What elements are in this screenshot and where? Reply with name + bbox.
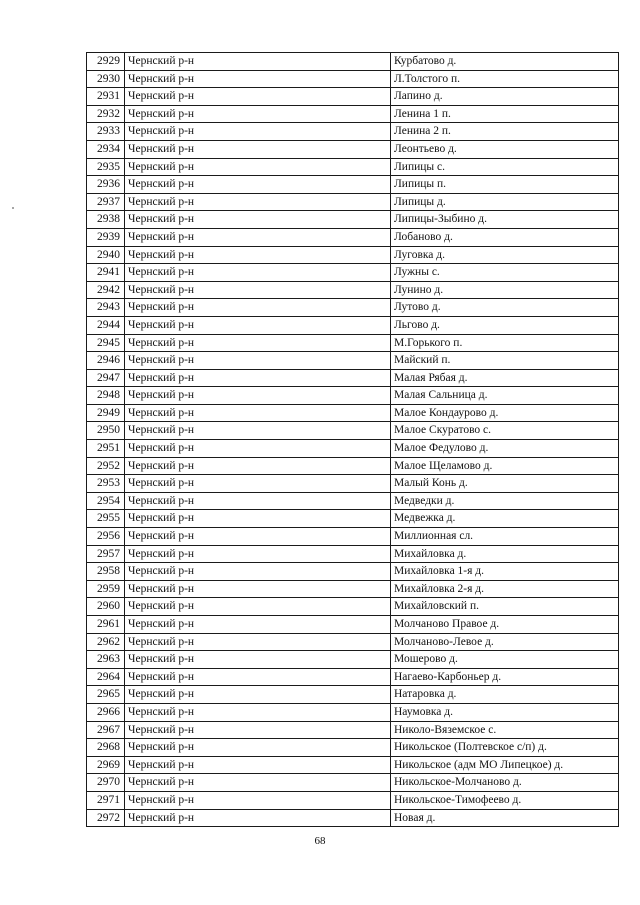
settlement-cell: Никольское (Полтевское с/п) д. [391, 739, 619, 757]
table-row [87, 492, 619, 510]
table-row [87, 809, 619, 827]
district-cell: Чернский р-н [125, 545, 391, 563]
district-cell: Чернский р-н [125, 281, 391, 299]
district-cell: Чернский р-н [125, 668, 391, 686]
row-number: 2939 [87, 228, 125, 246]
row-number: 2959 [87, 580, 125, 598]
district-cell: Чернский р-н [125, 756, 391, 774]
row-number: 2961 [87, 616, 125, 634]
page-number: 68 [314, 835, 326, 847]
settlement-cell: Курбатово д. [391, 53, 619, 71]
district-cell: Чернский р-н [125, 580, 391, 598]
table-row [87, 422, 619, 440]
settlement-cell: Леонтьево д. [391, 140, 619, 158]
district-cell: Чернский р-н [125, 686, 391, 704]
settlement-cell: Никольское (адм МО Липецкое) д. [391, 756, 619, 774]
district-cell: Чернский р-н [125, 264, 391, 282]
district-cell: Чернский р-н [125, 352, 391, 370]
district-cell: Чернский р-н [125, 703, 391, 721]
district-cell: Чернский р-н [125, 123, 391, 141]
table-row [87, 211, 619, 229]
settlement-cell: Ленина 2 п. [391, 123, 619, 141]
district-cell: Чернский р-н [125, 440, 391, 458]
district-cell: Чернский р-н [125, 53, 391, 71]
table-row [87, 545, 619, 563]
district-cell: Чернский р-н [125, 633, 391, 651]
table-row [87, 334, 619, 352]
district-cell: Чернский р-н [125, 721, 391, 739]
row-number: 2936 [87, 176, 125, 194]
table-row [87, 739, 619, 757]
row-number: 2966 [87, 703, 125, 721]
row-number: 2962 [87, 633, 125, 651]
settlement-cell: Малое Кондаурово д. [391, 404, 619, 422]
row-number: 2943 [87, 299, 125, 317]
table-row [87, 580, 619, 598]
scan-speck [12, 207, 14, 209]
table-row [87, 193, 619, 211]
row-number: 2932 [87, 105, 125, 123]
table-row [87, 510, 619, 528]
settlement-cell: Молчаново-Левое д. [391, 633, 619, 651]
row-number: 2964 [87, 668, 125, 686]
settlement-cell: Мошерово д. [391, 651, 619, 669]
table-row [87, 721, 619, 739]
settlement-cell: Михайловка 1-я д. [391, 563, 619, 581]
district-cell: Чернский р-н [125, 774, 391, 792]
table-row [87, 352, 619, 370]
district-cell: Чернский р-н [125, 598, 391, 616]
settlement-cell: Михайловка 2-я д. [391, 580, 619, 598]
district-cell: Чернский р-н [125, 528, 391, 546]
district-cell: Чернский р-н [125, 387, 391, 405]
table-row [87, 264, 619, 282]
table-row [87, 316, 619, 334]
row-number: 2960 [87, 598, 125, 616]
settlement-cell: Липицы с. [391, 158, 619, 176]
settlement-cell: Липицы д. [391, 193, 619, 211]
settlement-table [86, 52, 619, 827]
table-row [87, 176, 619, 194]
district-cell: Чернский р-н [125, 105, 391, 123]
row-number: 2950 [87, 422, 125, 440]
row-number: 2965 [87, 686, 125, 704]
settlement-table-body [87, 53, 619, 827]
row-number: 2970 [87, 774, 125, 792]
row-number: 2967 [87, 721, 125, 739]
settlement-cell: Никольское-Тимофеево д. [391, 791, 619, 809]
table-row [87, 281, 619, 299]
table-row [87, 686, 619, 704]
table-row [87, 228, 619, 246]
row-number: 2931 [87, 88, 125, 106]
row-number: 2945 [87, 334, 125, 352]
district-cell: Чернский р-н [125, 616, 391, 634]
table-row [87, 475, 619, 493]
district-cell: Чернский р-н [125, 651, 391, 669]
settlement-cell: Нагаево-Карбоньер д. [391, 668, 619, 686]
table-row [87, 299, 619, 317]
table-row [87, 703, 619, 721]
row-number: 2958 [87, 563, 125, 581]
settlement-cell: Никольское-Молчаново д. [391, 774, 619, 792]
table-row [87, 158, 619, 176]
settlement-cell: Липицы-Зыбино д. [391, 211, 619, 229]
row-number: 2935 [87, 158, 125, 176]
table-row [87, 651, 619, 669]
row-number: 2953 [87, 475, 125, 493]
settlement-cell: Лужны с. [391, 264, 619, 282]
district-cell: Чернский р-н [125, 176, 391, 194]
row-number: 2942 [87, 281, 125, 299]
district-cell: Чернский р-н [125, 211, 391, 229]
row-number: 2955 [87, 510, 125, 528]
row-number: 2963 [87, 651, 125, 669]
table-row [87, 756, 619, 774]
table-row [87, 598, 619, 616]
settlement-cell: Молчаново Правое д. [391, 616, 619, 634]
district-cell: Чернский р-н [125, 88, 391, 106]
settlement-cell: Натаровка д. [391, 686, 619, 704]
district-cell: Чернский р-н [125, 70, 391, 88]
row-number: 2947 [87, 369, 125, 387]
settlement-cell: Лапино д. [391, 88, 619, 106]
district-cell: Чернский р-н [125, 809, 391, 827]
district-cell: Чернский р-н [125, 475, 391, 493]
settlement-cell: Лутово д. [391, 299, 619, 317]
row-number: 2951 [87, 440, 125, 458]
settlement-cell: Малое Скуратово с. [391, 422, 619, 440]
table-row [87, 88, 619, 106]
row-number: 2933 [87, 123, 125, 141]
settlement-cell: Малая Рябая д. [391, 369, 619, 387]
district-cell: Чернский р-н [125, 193, 391, 211]
settlement-cell: Михайловка д. [391, 545, 619, 563]
table-row [87, 457, 619, 475]
table-row [87, 404, 619, 422]
table-row [87, 563, 619, 581]
district-cell: Чернский р-н [125, 369, 391, 387]
row-number: 2941 [87, 264, 125, 282]
district-cell: Чернский р-н [125, 334, 391, 352]
district-cell: Чернский р-н [125, 457, 391, 475]
table-row [87, 140, 619, 158]
settlement-cell: Л.Толстого п. [391, 70, 619, 88]
district-cell: Чернский р-н [125, 316, 391, 334]
district-cell: Чернский р-н [125, 299, 391, 317]
table-row [87, 369, 619, 387]
row-number: 2929 [87, 53, 125, 71]
table-row [87, 387, 619, 405]
settlement-cell: Новая д. [391, 809, 619, 827]
row-number: 2948 [87, 387, 125, 405]
settlement-cell: М.Горького п. [391, 334, 619, 352]
row-number: 2946 [87, 352, 125, 370]
district-cell: Чернский р-н [125, 404, 391, 422]
table-row [87, 774, 619, 792]
settlement-cell: Липицы п. [391, 176, 619, 194]
settlement-cell: Малое Щеламово д. [391, 457, 619, 475]
table-row [87, 528, 619, 546]
settlement-cell: Луговка д. [391, 246, 619, 264]
row-number: 2972 [87, 809, 125, 827]
row-number: 2944 [87, 316, 125, 334]
row-number: 2957 [87, 545, 125, 563]
settlement-cell: Ленина 1 п. [391, 105, 619, 123]
settlement-cell: Малое Федулово д. [391, 440, 619, 458]
settlement-cell: Михайловский п. [391, 598, 619, 616]
table-row [87, 123, 619, 141]
district-cell: Чернский р-н [125, 510, 391, 528]
district-cell: Чернский р-н [125, 140, 391, 158]
district-cell: Чернский р-н [125, 228, 391, 246]
row-number: 2969 [87, 756, 125, 774]
row-number: 2934 [87, 140, 125, 158]
row-number: 2938 [87, 211, 125, 229]
table-row [87, 791, 619, 809]
settlement-cell: Малый Конь д. [391, 475, 619, 493]
row-number: 2954 [87, 492, 125, 510]
district-cell: Чернский р-н [125, 739, 391, 757]
table-row [87, 616, 619, 634]
row-number: 2930 [87, 70, 125, 88]
settlement-cell: Наумовка д. [391, 703, 619, 721]
district-cell: Чернский р-н [125, 158, 391, 176]
settlement-cell: Малая Сальница д. [391, 387, 619, 405]
settlement-cell: Медведки д. [391, 492, 619, 510]
district-cell: Чернский р-н [125, 246, 391, 264]
district-cell: Чернский р-н [125, 422, 391, 440]
row-number: 2956 [87, 528, 125, 546]
row-number: 2940 [87, 246, 125, 264]
table-row [87, 105, 619, 123]
settlement-cell: Медвежка д. [391, 510, 619, 528]
settlement-cell: Майский п. [391, 352, 619, 370]
settlement-cell: Лунино д. [391, 281, 619, 299]
district-cell: Чернский р-н [125, 492, 391, 510]
row-number: 2952 [87, 457, 125, 475]
table-row [87, 633, 619, 651]
row-number: 2968 [87, 739, 125, 757]
settlement-cell: Николо-Вяземское с. [391, 721, 619, 739]
settlement-cell: Льгово д. [391, 316, 619, 334]
table-row [87, 53, 619, 71]
table-row [87, 70, 619, 88]
district-cell: Чернский р-н [125, 563, 391, 581]
district-cell: Чернский р-н [125, 791, 391, 809]
table-row [87, 668, 619, 686]
settlement-cell: Лобаново д. [391, 228, 619, 246]
row-number: 2971 [87, 791, 125, 809]
settlement-cell: Миллионная сл. [391, 528, 619, 546]
row-number: 2937 [87, 193, 125, 211]
table-row [87, 246, 619, 264]
row-number: 2949 [87, 404, 125, 422]
table-row [87, 440, 619, 458]
